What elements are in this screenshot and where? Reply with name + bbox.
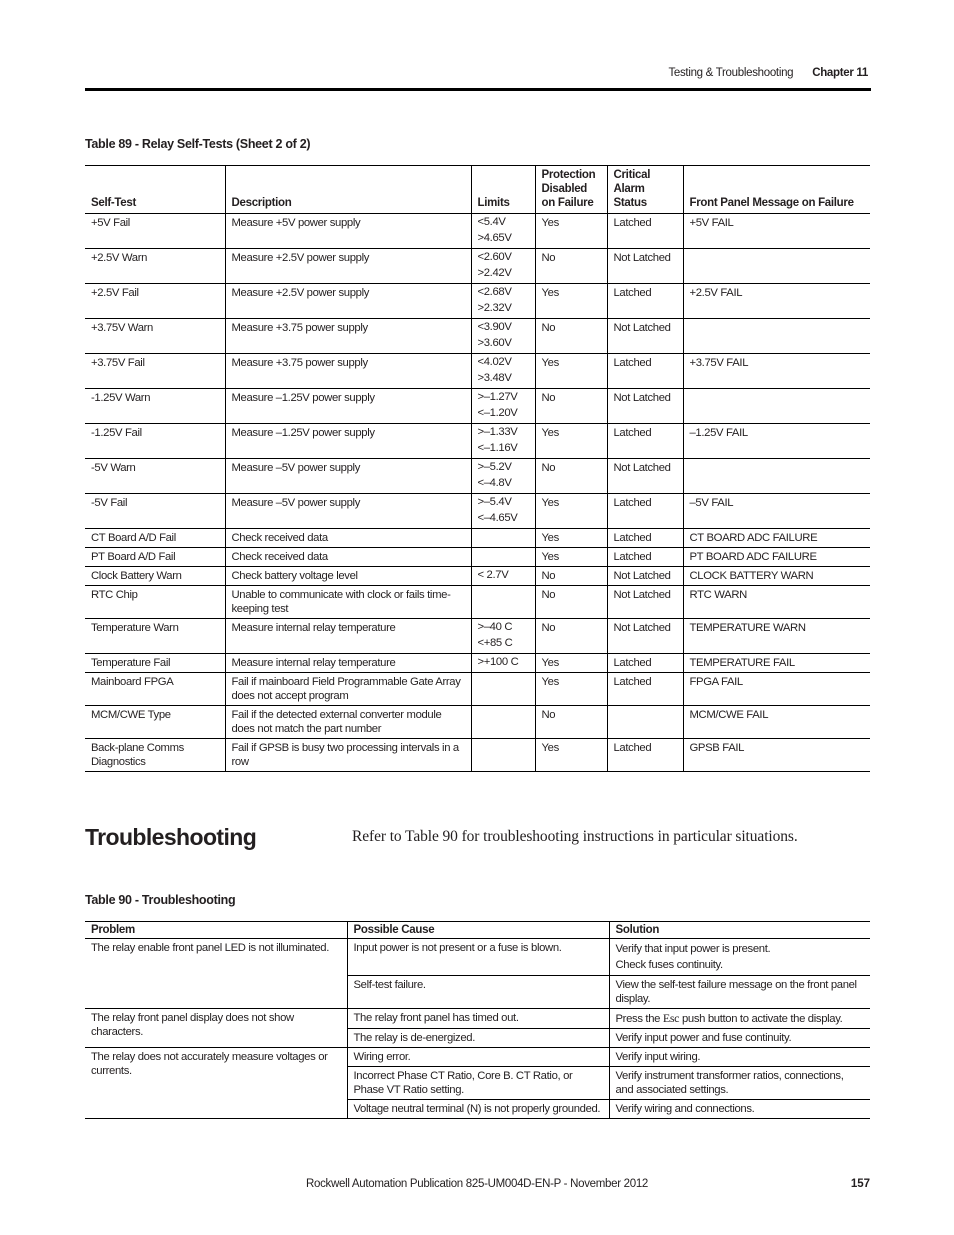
alarm-status-cell [607,706,683,739]
description-cell: Fail if mainboard Field Programmable Gate Array does not accept program [225,673,471,706]
column-header: Front Panel Message on Failure [683,166,870,214]
alarm-status-cell: Not Latched [607,389,683,424]
problem-cell: The relay front panel display does not show characters. [85,1009,347,1048]
message-cell: FPGA FAIL [683,673,870,706]
limits-cell [471,529,535,548]
cause-cell: The relay is de-energized. [347,1029,609,1048]
description-cell: Measure internal relay temperature [225,654,471,673]
limits-cell [471,706,535,739]
table-row [85,586,870,619]
limit-value: >–1.27V [477,391,518,403]
table-89-caption: Table 89 - Relay Self-Tests (Sheet 2 of 2) [85,137,311,151]
limit-value: >3.60V [477,337,512,349]
limit-value: >–1.33V [477,426,518,438]
message-cell: –1.25V FAIL [683,424,870,459]
table-row [85,529,870,548]
solution-line: Check fuses continuity. [615,959,723,971]
limit-value: < 2.7V [477,569,509,581]
limits-cell [471,586,535,619]
message-cell: PT BOARD ADC FAILURE [683,548,870,567]
self-test-cell: +2.5V Fail [91,287,139,299]
message-cell: +3.75V FAIL [683,354,870,389]
self-test-cell: Temperature Fail [91,657,171,669]
limit-value: <3.90V [477,321,512,333]
protection-cell: No [535,459,607,494]
limit-value: <+85 C [477,637,513,649]
solution-cell [609,939,870,976]
protection-cell: Yes [535,354,607,389]
limit-value: <–1.16V [477,442,518,454]
protection-cell: Yes [535,284,607,319]
self-test-cell: -5V Fail [91,497,128,509]
protection-cell: No [535,567,607,586]
table-row [85,284,870,319]
table-header-row [85,166,870,214]
description-cell: Check received data [225,529,471,548]
alarm-status-cell: Not Latched [607,619,683,654]
description-cell: Measure +3.75 power supply [225,319,471,354]
table-row [85,673,870,706]
protection-cell: Yes [535,548,607,567]
table-row [85,1009,870,1029]
column-header: Self-Test [85,166,225,214]
table-row [85,619,870,654]
section-heading: Troubleshooting [85,824,257,850]
esc-key-label: Esc [662,1011,680,1025]
cause-cell: Voltage neutral terminal (N) is not properly grounded. [347,1100,609,1119]
limit-value: <4.02V [477,356,512,368]
table-row [85,654,870,673]
self-test-cell: Back-plane Comms Diagnostics [91,742,184,768]
self-test-cell: RTC Chip [91,589,138,601]
limits-cell [471,354,535,389]
solution-cell: Verify instrument transformer ratios, connections, and associated settings. [609,1067,870,1100]
solution-cell: View the self-test failure message on the front panel display. [609,976,870,1009]
self-test-cell: PT Board A/D Fail [91,551,176,563]
self-test-cell: Temperature Warn [91,622,179,634]
alarm-status-cell: Latched [607,739,683,772]
protection-cell: No [535,389,607,424]
description-cell: Measure –5V power supply [225,459,471,494]
alarm-status-cell: Not Latched [607,567,683,586]
limits-cell [471,249,535,284]
self-tests-table [85,165,870,772]
column-header: Critical Alarm Status [607,166,683,214]
table-row [85,424,870,459]
message-cell: CLOCK BATTERY WARN [683,567,870,586]
table-row [85,939,870,976]
description-cell: Measure +2.5V power supply [225,249,471,284]
alarm-status-cell: Not Latched [607,586,683,619]
header-rule [85,88,871,91]
message-cell: MCM/CWE FAIL [683,706,870,739]
table-row [85,706,870,739]
cause-cell: Input power is not present or a fuse is blown. [347,939,609,976]
protection-cell: Yes [535,673,607,706]
limit-value: <5.4V [477,216,506,228]
limits-cell [471,548,535,567]
limits-cell [471,673,535,706]
message-cell: CT BOARD ADC FAILURE [683,529,870,548]
cause-cell: Wiring error. [347,1048,609,1067]
cause-cell: The relay front panel has timed out. [347,1009,609,1029]
description-cell: Measure –1.25V power supply [225,424,471,459]
alarm-status-cell: Latched [607,673,683,706]
limits-cell [471,494,535,529]
cause-cell: Self-test failure. [347,976,609,1009]
column-header: Possible Cause [347,922,609,939]
message-cell: +2.5V FAIL [683,284,870,319]
header-section-title: Testing & Troubleshooting [668,67,794,79]
self-test-cell: +3.75V Warn [91,322,153,334]
alarm-status-cell: Latched [607,548,683,567]
protection-cell: Yes [535,494,607,529]
table-90-caption: Table 90 - Troubleshooting [85,893,236,907]
limit-value: >–5.2V [477,461,512,473]
self-test-cell: Clock Battery Warn [91,570,182,582]
limit-value: <2.60V [477,251,512,263]
limits-cell [471,284,535,319]
protection-cell: No [535,586,607,619]
table-row [85,567,870,586]
self-test-cell: +5V Fail [91,217,130,229]
description-cell: Unable to communicate with clock or fails time-keeping test [225,586,471,619]
limit-value: >3.48V [477,372,512,384]
message-cell: TEMPERATURE WARN [683,619,870,654]
troubleshooting-table [85,921,870,1119]
alarm-status-cell: Latched [607,214,683,249]
footer-publication: Rockwell Automation Publication 825-UM004D-EN-P - November 2012 [305,1178,649,1190]
solution-text: push button to activate the display. [681,1013,843,1025]
limits-cell [471,319,535,354]
table-row [85,389,870,424]
solution-cell: Verify input power and fuse continuity. [609,1029,870,1048]
protection-cell: No [535,319,607,354]
description-cell: Fail if GPSB is busy two processing intervals in a row [225,739,471,772]
problem-cell: The relay does not accurately measure voltages or currents. [85,1048,347,1119]
protection-cell: Yes [535,529,607,548]
solution-cell [609,1009,870,1029]
message-cell [683,389,870,424]
limit-value: >2.42V [477,267,512,279]
description-cell: Measure –5V power supply [225,494,471,529]
cause-cell: Incorrect Phase CT Ratio, Core B. CT Ratio, or Phase VT Ratio setting. [347,1067,609,1100]
limits-cell [471,214,535,249]
column-header: Solution [609,922,870,939]
limit-value: >–5.4V [477,496,512,508]
alarm-status-cell: Latched [607,424,683,459]
self-test-cell: -1.25V Warn [91,392,151,404]
limit-value: >–40 C [477,621,513,633]
description-cell: Measure +3.75 power supply [225,354,471,389]
table-row [85,214,870,249]
table-row [85,459,870,494]
solution-text: Press the [615,1013,661,1025]
limits-cell [471,424,535,459]
column-header: Problem [85,922,347,939]
protection-cell: No [535,249,607,284]
limits-cell [471,739,535,772]
table-row [85,1048,870,1067]
message-cell: TEMPERATURE FAIL [683,654,870,673]
message-cell: +5V FAIL [683,214,870,249]
limit-value: >2.32V [477,302,512,314]
self-test-cell: -5V Warn [91,462,136,474]
limit-value: <–4.65V [477,512,518,524]
self-test-cell: CT Board A/D Fail [91,532,176,544]
self-test-cell: -1.25V Fail [91,427,142,439]
problem-cell: The relay enable front panel LED is not illuminated. [91,942,330,954]
column-header: Limits [471,166,535,214]
column-header: Description [225,166,471,214]
self-test-cell: Mainboard FPGA [91,676,174,688]
description-cell: Fail if the detected external converter module does not match the part number [225,706,471,739]
table-row [85,494,870,529]
alarm-status-cell: Not Latched [607,249,683,284]
solution-line: Verify that input power is present. [615,943,771,955]
limit-value: <2.68V [477,286,512,298]
alarm-status-cell: Latched [607,284,683,319]
limit-value: >+100 C [477,656,519,668]
protection-cell: Yes [535,424,607,459]
limit-value: >4.65V [477,232,512,244]
limits-cell [471,654,535,673]
limit-value: <–4.8V [477,477,512,489]
column-header: Protection Disabled on Failure [535,166,607,214]
protection-cell: No [535,706,607,739]
description-cell: Check battery voltage level [225,567,471,586]
description-cell: Measure internal relay temperature [225,619,471,654]
limit-value: <–1.20V [477,407,518,419]
table-row [85,319,870,354]
alarm-status-cell: Latched [607,354,683,389]
description-cell: Measure +2.5V power supply [225,284,471,319]
message-cell [683,319,870,354]
message-cell: –5V FAIL [683,494,870,529]
protection-cell: No [535,619,607,654]
limits-cell [471,619,535,654]
running-header [668,67,868,79]
page-number: 157 [850,1178,870,1190]
alarm-status-cell: Latched [607,494,683,529]
protection-cell: Yes [535,654,607,673]
table-row [85,354,870,389]
message-cell: GPSB FAIL [683,739,870,772]
description-cell: Measure –1.25V power supply [225,389,471,424]
message-cell: RTC WARN [683,586,870,619]
alarm-status-cell: Not Latched [607,319,683,354]
limits-cell [471,567,535,586]
solution-cell: Verify wiring and connections. [609,1100,870,1119]
table-row [85,739,870,772]
table-row [85,548,870,567]
description-cell: Measure +5V power supply [225,214,471,249]
message-cell [683,249,870,284]
alarm-status-cell: Latched [607,654,683,673]
table-row [85,249,870,284]
alarm-status-cell: Not Latched [607,459,683,494]
description-cell: Check received data [225,548,471,567]
message-cell [683,459,870,494]
header-chapter: Chapter 11 [812,67,868,79]
limits-cell [471,459,535,494]
self-test-cell: +2.5V Warn [91,252,148,264]
protection-cell: Yes [535,214,607,249]
self-test-cell: +3.75V Fail [91,357,145,369]
limits-cell [471,389,535,424]
section-intro: Refer to Table 90 for troubleshooting instructions in particular situations. [352,828,798,845]
solution-cell: Verify input wiring. [609,1048,870,1067]
table-header-row [85,922,870,939]
protection-cell: Yes [535,739,607,772]
alarm-status-cell: Latched [607,529,683,548]
self-test-cell: MCM/CWE Type [91,709,171,721]
